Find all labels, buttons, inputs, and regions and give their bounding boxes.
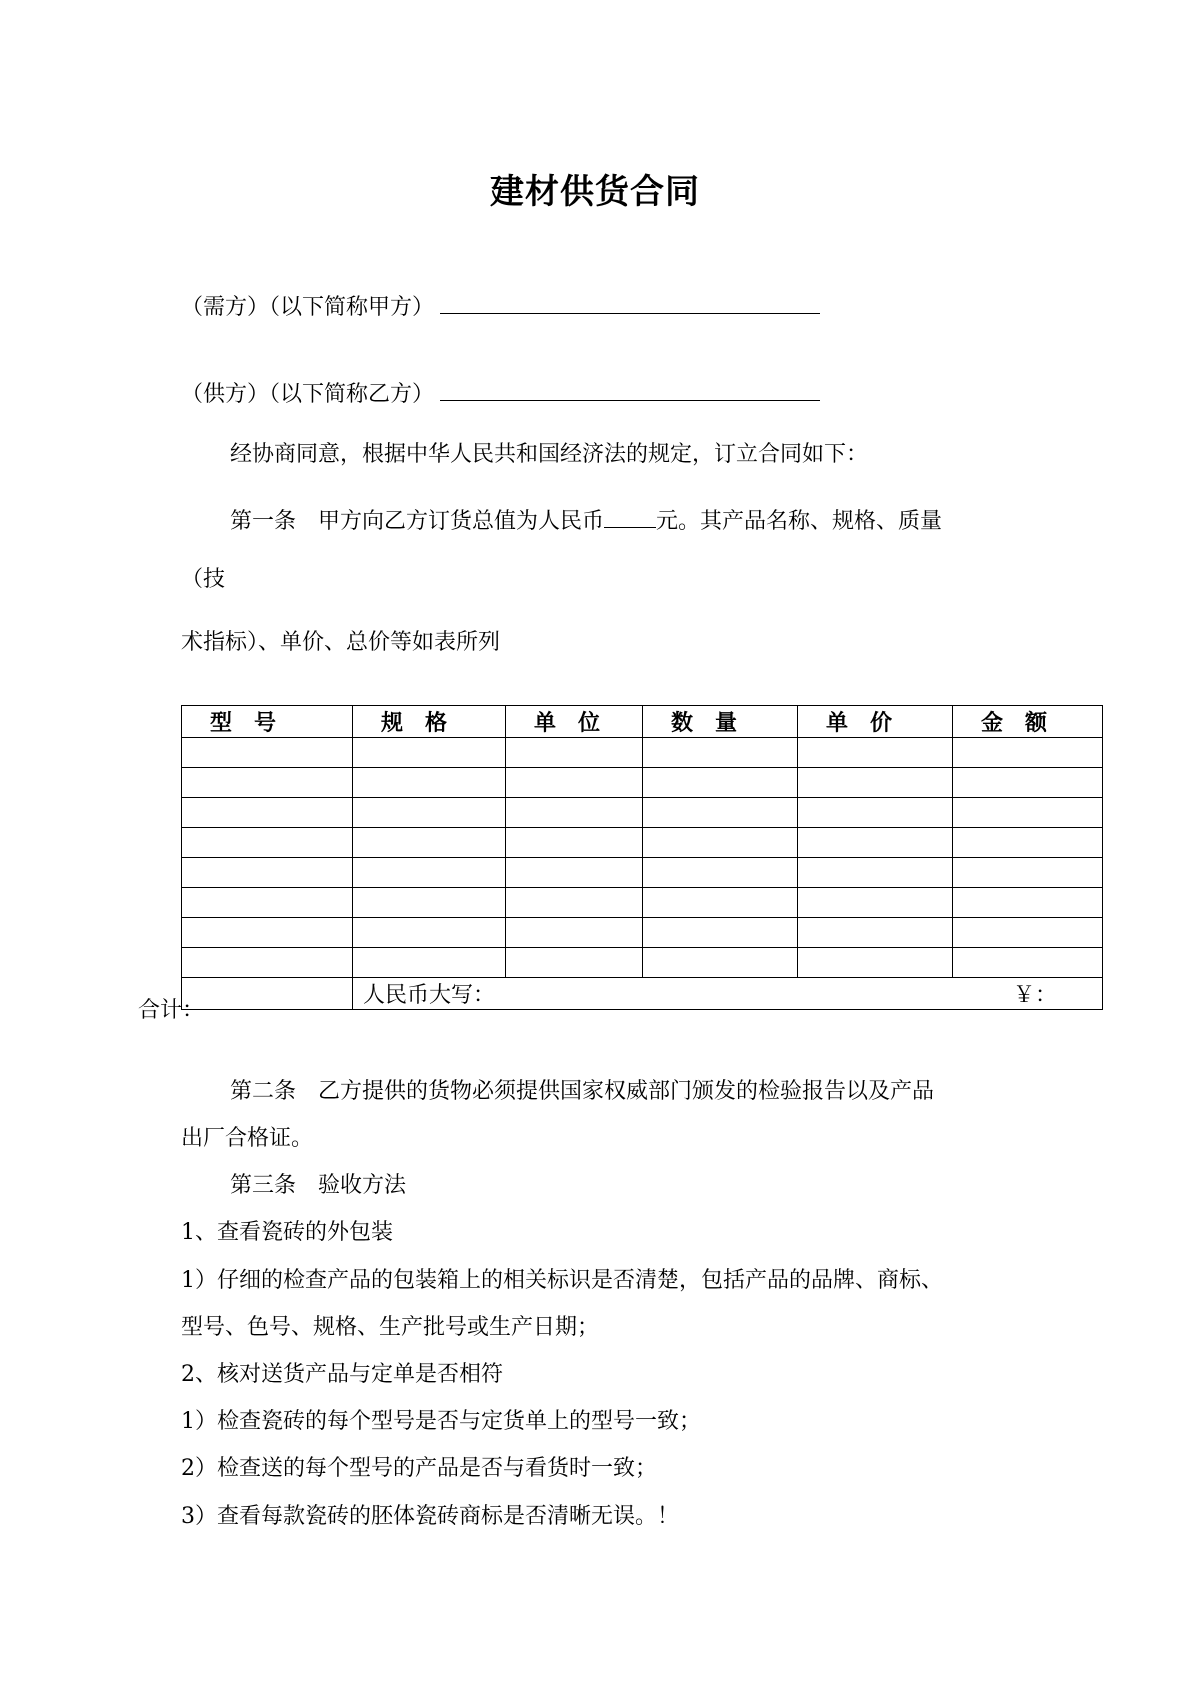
header-quantity: 数量 — [643, 706, 798, 738]
header-unit-price: 单价 — [798, 706, 953, 738]
goods-table — [181, 705, 1103, 1010]
table-cell[interactable] — [182, 948, 353, 978]
table-row — [182, 888, 1103, 918]
table-cell[interactable] — [643, 858, 798, 888]
table-cell[interactable] — [353, 888, 506, 918]
table-cell[interactable] — [506, 918, 643, 948]
table-cell[interactable] — [643, 918, 798, 948]
article1-line3: 术指标）、单价、总价等如表所列 — [181, 630, 501, 655]
party-a-label: （需方）（以下简称甲方） — [181, 295, 435, 320]
party-b-label: （供方）（以下简称乙方） — [181, 382, 435, 407]
table-cell[interactable] — [182, 798, 353, 828]
article1-line1 — [230, 507, 942, 533]
table-cell[interactable] — [182, 828, 353, 858]
party-a-line — [181, 293, 820, 319]
page-title: 建材供货合同 — [490, 172, 700, 212]
table-cell[interactable] — [798, 798, 953, 828]
table-row — [182, 948, 1103, 978]
table-cell[interactable] — [798, 888, 953, 918]
table-cell[interactable] — [353, 768, 506, 798]
party-a-blank[interactable] — [440, 293, 820, 314]
table-cell[interactable] — [953, 948, 1103, 978]
table-cell[interactable] — [798, 858, 953, 888]
yen-label: ￥： — [1013, 983, 1058, 1008]
table-cell[interactable] — [353, 798, 506, 828]
table-row — [182, 798, 1103, 828]
table-row — [182, 768, 1103, 798]
table-cell[interactable] — [643, 768, 798, 798]
article3-item: 1）检查瓷砖的每个型号是否与定货单上的型号一致； — [181, 1409, 701, 1434]
table-cell[interactable] — [953, 888, 1103, 918]
table-cell[interactable] — [506, 948, 643, 978]
table-cell[interactable] — [798, 768, 953, 798]
article1-post: 元。其产品名称、规格、质量 — [656, 509, 943, 534]
article3-item: 2）检查送的每个型号的产品是否与看货时一致； — [181, 1456, 657, 1481]
table-cell[interactable] — [353, 918, 506, 948]
total-amount-blank[interactable] — [604, 507, 656, 528]
table-cell[interactable] — [506, 858, 643, 888]
table-row — [182, 858, 1103, 888]
article3-item: 1）仔细的检查产品的包装箱上的相关标识是否清楚，包括产品的品牌、商标、 — [181, 1268, 943, 1293]
table-cell[interactable] — [506, 738, 643, 768]
rmb-words-label: 人民币大写： — [363, 983, 496, 1008]
article2-line1: 第二条 乙方提供的货物必须提供国家权威部门颁发的检验报告以及产品 — [230, 1079, 935, 1104]
total-label-cell — [182, 978, 353, 1010]
table-row — [182, 918, 1103, 948]
article3-item: 型号、色号、规格、生产批号或生产日期； — [181, 1315, 600, 1340]
table-cell[interactable] — [798, 948, 953, 978]
header-model: 型号 — [182, 706, 353, 738]
table-cell[interactable] — [798, 918, 953, 948]
total-row — [182, 978, 1103, 1010]
table-cell[interactable] — [953, 768, 1103, 798]
table-cell[interactable] — [953, 828, 1103, 858]
article3-item: 2、核对送货产品与定单是否相符 — [181, 1362, 503, 1387]
table-header-row — [182, 706, 1103, 738]
article2-line2: 出厂合格证。 — [181, 1126, 314, 1151]
table-cell[interactable] — [353, 738, 506, 768]
table-cell[interactable] — [643, 738, 798, 768]
table-cell[interactable] — [643, 828, 798, 858]
table-cell[interactable] — [353, 828, 506, 858]
table-cell[interactable] — [953, 798, 1103, 828]
total-amount-cell[interactable] — [353, 978, 1103, 1010]
total-label: 合计： — [138, 998, 205, 1023]
table-row — [182, 828, 1103, 858]
table-cell[interactable] — [798, 738, 953, 768]
table-cell[interactable] — [643, 948, 798, 978]
table-cell[interactable] — [506, 798, 643, 828]
table-cell[interactable] — [353, 948, 506, 978]
table-cell[interactable] — [182, 858, 353, 888]
header-unit: 单位 — [506, 706, 643, 738]
table-cell[interactable] — [798, 828, 953, 858]
table-cell[interactable] — [506, 888, 643, 918]
table-cell[interactable] — [506, 828, 643, 858]
header-amount: 金额 — [953, 706, 1103, 738]
table-cell[interactable] — [182, 738, 353, 768]
table-cell[interactable] — [953, 918, 1103, 948]
table-cell[interactable] — [182, 888, 353, 918]
table-row — [182, 738, 1103, 768]
article3-item: 1、查看瓷砖的外包装 — [181, 1220, 393, 1245]
table-cell[interactable] — [182, 918, 353, 948]
header-spec: 规格 — [353, 706, 506, 738]
party-b-line — [181, 380, 820, 406]
table-cell[interactable] — [182, 768, 353, 798]
intro-paragraph: 经协商同意，根据中华人民共和国经济法的规定，订立合同如下： — [230, 442, 869, 467]
article3-title: 第三条 验收方法 — [230, 1173, 407, 1198]
table-cell[interactable] — [506, 768, 643, 798]
table-cell[interactable] — [953, 858, 1103, 888]
table-cell[interactable] — [953, 738, 1103, 768]
table-cell[interactable] — [643, 888, 798, 918]
table-cell[interactable] — [353, 858, 506, 888]
article1-line2: （技 — [181, 567, 226, 592]
table-cell[interactable] — [643, 798, 798, 828]
party-b-blank[interactable] — [440, 380, 820, 401]
article3-item: 3）查看每款瓷砖的胚体瓷砖商标是否清晰无误。！ — [181, 1504, 679, 1529]
article1-pre: 第一条 甲方向乙方订货总值为人民币 — [230, 509, 605, 534]
